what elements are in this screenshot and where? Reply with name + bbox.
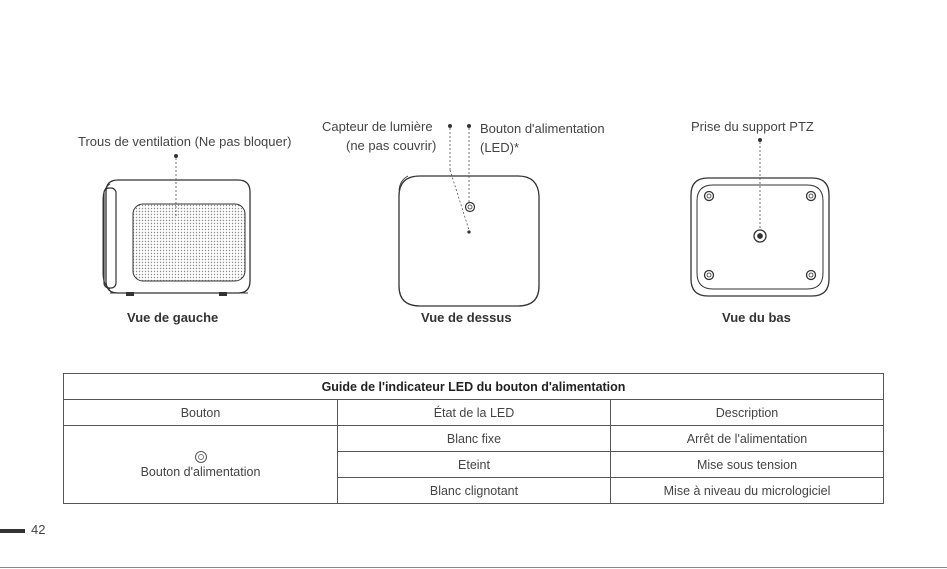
description-cell: Mise sous tension [611, 452, 884, 478]
left-view-illustration [103, 180, 250, 296]
dot-marker-icon [174, 154, 178, 158]
description-cell: Mise à niveau du micrologiciel [611, 478, 884, 504]
dot-marker-icon [448, 124, 452, 128]
table-header-row [64, 400, 884, 426]
led-state-cell: Eteint [338, 452, 611, 478]
bottom-view-caption: Vue du bas [722, 310, 791, 325]
description-cell: Arrêt de l'alimentation [611, 426, 884, 452]
table-title-row [64, 374, 884, 400]
top-view-illustration [399, 176, 539, 306]
header-description: Description [611, 400, 884, 426]
light-sensor-callout-line1: Capteur de lumière [322, 119, 433, 134]
ptz-socket-callout: Prise du support PTZ [691, 119, 814, 134]
power-button-callout-line1: Bouton d'alimentation [480, 121, 605, 136]
power-button-label: Bouton d'alimentation [140, 464, 261, 479]
header-button: Bouton [64, 400, 338, 426]
header-led-state: État de la LED [338, 400, 611, 426]
led-guide-table [63, 373, 884, 504]
power-button-icon [195, 451, 207, 463]
dot-marker-icon [758, 138, 762, 142]
page-marker-bar [0, 529, 25, 533]
table-title: Guide de l'indicateur LED du bouton d'alimentation [64, 374, 884, 400]
ventilation-callout: Trous de ventilation (Ne pas bloquer) [78, 134, 292, 149]
table-row [64, 426, 884, 452]
power-button-cell [64, 426, 338, 504]
ptz-socket-icon [754, 230, 766, 242]
light-sensor-callout-line2: (ne pas couvrir) [346, 138, 437, 153]
bottom-divider [0, 567, 947, 568]
power-button-callout-line2: (LED)* [480, 140, 520, 155]
led-state-cell: Blanc clignotant [338, 478, 611, 504]
top-view-caption: Vue de dessus [421, 310, 512, 325]
dot-marker-icon [467, 124, 471, 128]
led-state-cell: Blanc fixe [338, 426, 611, 452]
page-number: 42 [31, 522, 46, 537]
left-view-caption: Vue de gauche [127, 310, 219, 325]
power-button-icon [466, 203, 475, 212]
